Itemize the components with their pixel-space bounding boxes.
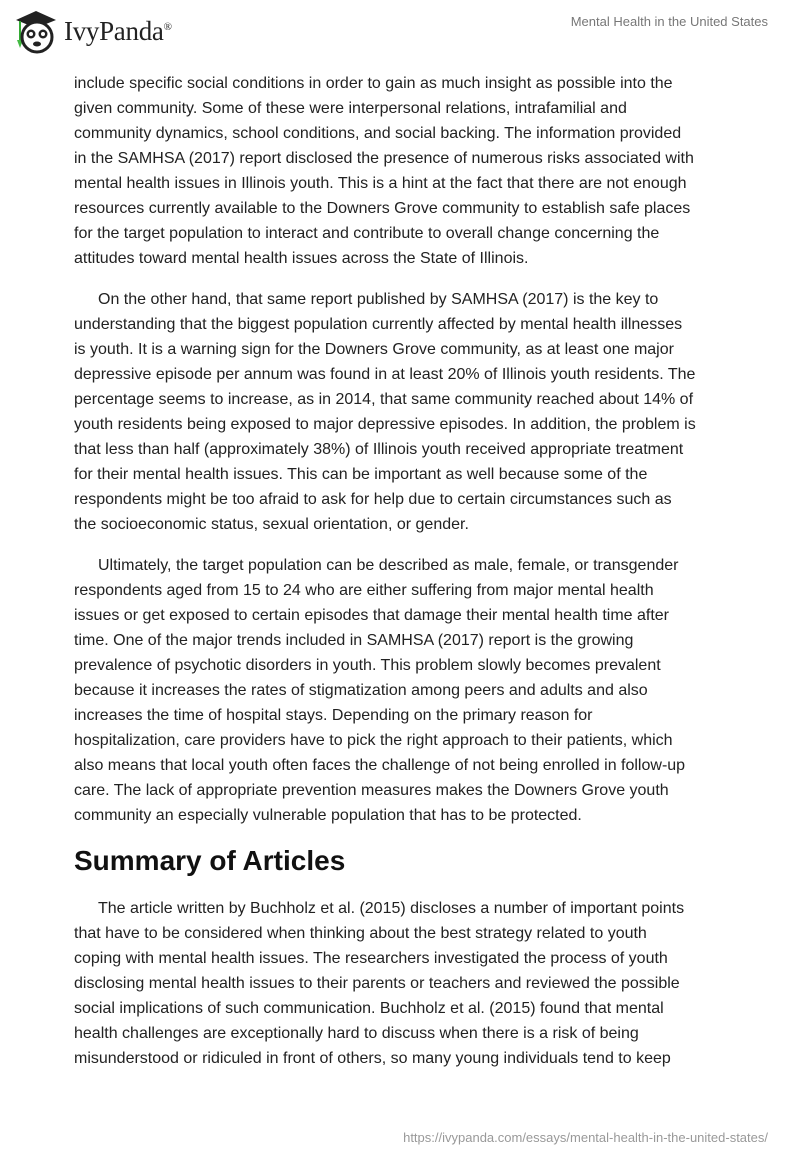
text-line: coping with mental health issues. The researchers investigated the process of youth [74, 950, 668, 967]
text-line: for their mental health issues. This can be important as well because some of the [74, 466, 648, 483]
source-url[interactable]: https://ivypanda.com/essays/mental-health-in-the-united-states/ [403, 1130, 768, 1145]
text-line: community an especially vulnerable population that has to be protected. [74, 807, 582, 824]
ivypanda-logo[interactable] [12, 8, 172, 54]
panda-logo-icon [12, 8, 58, 54]
text-line: youth residents being exposed to major depressive episodes. In addition, the problem is [74, 416, 696, 433]
text-line: social implications of such communication. Buchholz et al. (2015) found that mental [74, 1000, 664, 1017]
paragraph [74, 553, 754, 828]
text-line: mental health issues in Illinois youth. This is a hint at the fact that there are not enough [74, 175, 687, 192]
text-line: because it increases the rates of stigmatization among peers and adults and also [74, 682, 648, 699]
text-line: for the target population to interact and contribute to overall change concerning the [74, 225, 660, 242]
text-line: percentage seems to increase, as in 2014, that same community reached about 14% of [74, 391, 694, 408]
text-line: increases the time of hospital stays. Depending on the primary reason for [74, 707, 593, 724]
text-line: respondents might be too afraid to ask for help due to certain circumstances such as [74, 491, 672, 508]
text-line: issues or get exposed to certain episodes that damage their mental health time after [74, 607, 670, 624]
text-line: disclosing mental health issues to their parents or teachers and reviewed the possible [74, 975, 680, 992]
text-line: community dynamics, school conditions, and social backing. The information provided [74, 125, 682, 142]
text-line: the socioeconomic status, sexual orientation, or gender. [74, 516, 469, 533]
section-heading: Summary of Articles [74, 845, 346, 876]
text-line: that have to be considered when thinking about the best strategy related to youth [74, 925, 647, 942]
essay-content [74, 71, 754, 1087]
text-line: is youth. It is a warning sign for the Downers Grove community, as at least one major [74, 341, 674, 358]
text-line: in the SAMHSA (2017) report disclosed the presence of numerous risks associated with [74, 150, 694, 167]
text-line: health challenges are exceptionally hard to discuss when there is a risk of being [74, 1025, 639, 1042]
text-line: also means that local youth often faces the challenge of not being enrolled in follow-up [74, 757, 686, 774]
text-line: given community. Some of these were interpersonal relations, intrafamilial and [74, 100, 627, 117]
text-line: understanding that the biggest population currently affected by mental health illnesses [74, 316, 683, 333]
text-line: misunderstood or ridiculed in front of others, so many young individuals tend to keep [74, 1050, 671, 1067]
text-line: hospitalization, care providers have to pick the right approach to their patients, which [74, 732, 673, 749]
paragraph [74, 287, 754, 537]
text-line: care. The lack of appropriate prevention measures makes the Downers Grove youth [74, 782, 669, 799]
text-line: time. One of the major trends included in SAMHSA (2017) report is the growing [74, 632, 634, 649]
text-line: On the other hand, that same report published by SAMHSA (2017) is the key to [98, 291, 659, 308]
text-line: that less than half (approximately 38%) of Illinois youth received appropriate treatment [74, 441, 684, 458]
document-title: Mental Health in the United States [570, 14, 768, 29]
paragraph [74, 896, 754, 1071]
text-line: Ultimately, the target population can be described as male, female, or transgender [98, 557, 679, 574]
text-line: prevalence of psychotic disorders in youth. This problem slowly becomes prevalent [74, 657, 661, 674]
text-line: depressive episode per annum was found in at least 20% of Illinois youth residents. The [74, 366, 696, 383]
text-line: attitudes toward mental health issues across the State of Illinois. [74, 250, 529, 267]
logo-text: IvyPanda [64, 15, 164, 46]
paragraph [74, 71, 754, 271]
registered-mark: ® [163, 20, 172, 33]
text-line: The article written by Buchholz et al. (2015) discloses a number of important points [98, 900, 685, 917]
text-line: resources currently available to the Downers Grove community to establish safe places [74, 200, 691, 217]
text-line: include specific social conditions in order to gain as much insight as possible into the [74, 75, 673, 92]
text-line: respondents aged from 15 to 24 who are either suffering from major mental health [74, 582, 654, 599]
